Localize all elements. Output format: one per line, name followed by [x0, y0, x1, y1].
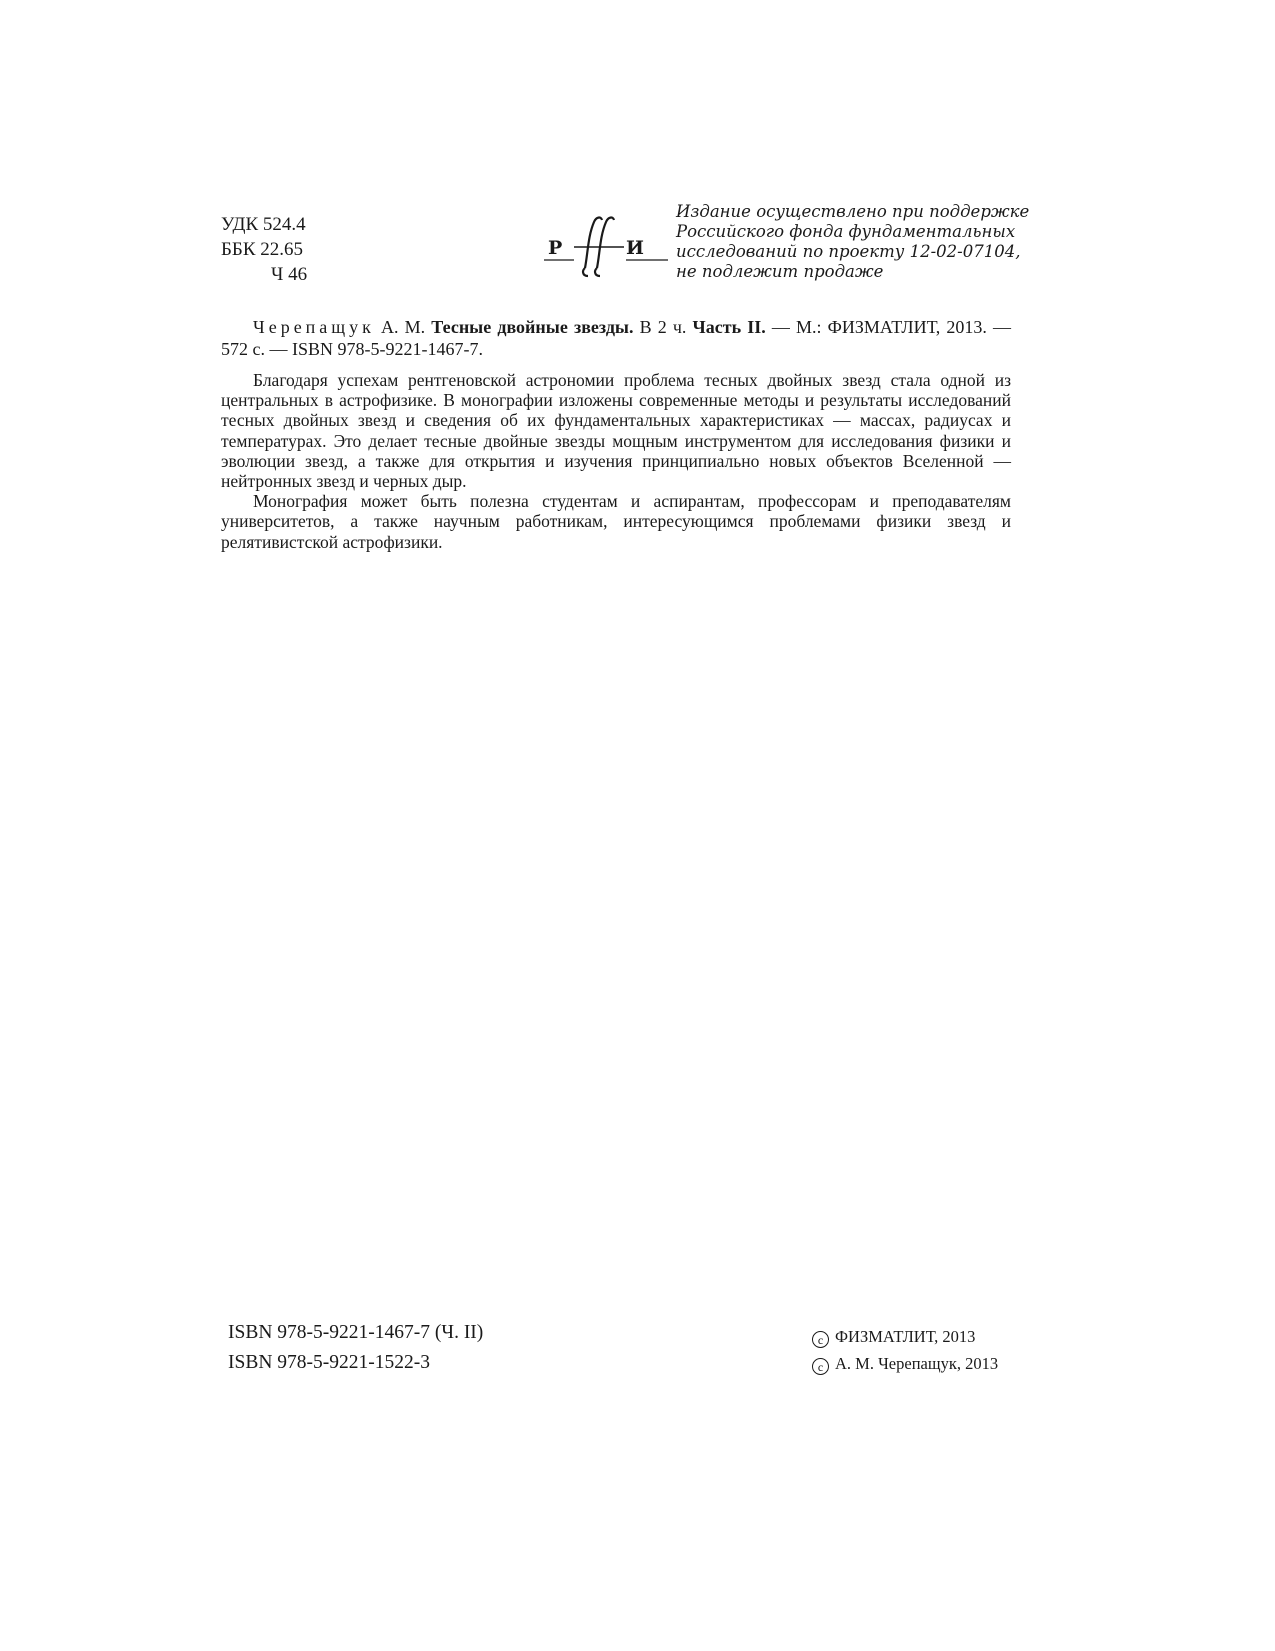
logo-letter-i: И — [626, 237, 644, 259]
bbk-code: ББК 22.65 — [221, 239, 303, 260]
support-line: Российского фонда фундаментальных — [676, 222, 1016, 241]
support-note — [676, 202, 1030, 282]
bibliographic-record — [221, 316, 1011, 360]
book-title: Тесные двойные звезды. — [431, 317, 634, 337]
copyright-icon: c — [812, 1331, 829, 1348]
abstract — [221, 370, 1011, 552]
volumes-info: В 2 ч. — [639, 317, 687, 337]
copyright-author: c А. М. Черепащук, 2013 — [812, 1350, 998, 1377]
copyright-icon: c — [812, 1358, 829, 1375]
rffi-logo-icon — [544, 214, 668, 280]
support-line: не подлежит продаже — [676, 262, 884, 281]
publisher-info: — М.: ФИЗМАТЛИТ, 2013. — 572 с. — ISBN 978-5-9221-1467-7. — [221, 317, 1012, 359]
udk-code: УДК 524.4 — [221, 214, 306, 235]
classification-block — [221, 212, 307, 287]
support-line: Издание осуществлено при поддержке — [676, 202, 1030, 221]
copyright-publisher: c ФИЗМАТЛИТ, 2013 — [812, 1323, 998, 1350]
isbn-set: ISBN 978-5-9221-1522-3 — [228, 1352, 431, 1373]
author-surname: Черепащук — [253, 317, 375, 337]
isbn-part: ISBN 978-5-9221-1467-7 (Ч. II) — [228, 1322, 484, 1343]
author-mark: Ч 46 — [271, 264, 308, 285]
isbn-block — [228, 1318, 483, 1378]
copyright-block — [812, 1323, 998, 1377]
author-initials: А. М. — [381, 317, 426, 337]
logo-letter-r: Р — [548, 237, 563, 259]
abstract-paragraph: Благодаря успехам рентгеновской астрономии проблема тесных двойных звезд стала одной из центральных в астрофизике. В монографии изложены современные методы и результаты исследований тесных двойных звезд и сведения об их фундаментальных характеристиках — массах, радиусах и температурах. Это делает тесные двойные звезды мощным инструментом для исследования физики и эволюции звезд, а также для открытия и изучения принципиально новых объектов Вселенной — нейтронных звезд и черных дыр. — [221, 370, 1011, 492]
abstract-paragraph: Монография может быть полезна студентам и аспирантам, профессорам и преподавателям университетов, а также научным работникам, интересующимся проблемами физики звезд и релятивистской астрофизики. — [221, 491, 1011, 552]
part-info: Часть II. — [692, 317, 766, 337]
support-line: исследований по проекту 12-02-07104, — [676, 242, 1021, 261]
